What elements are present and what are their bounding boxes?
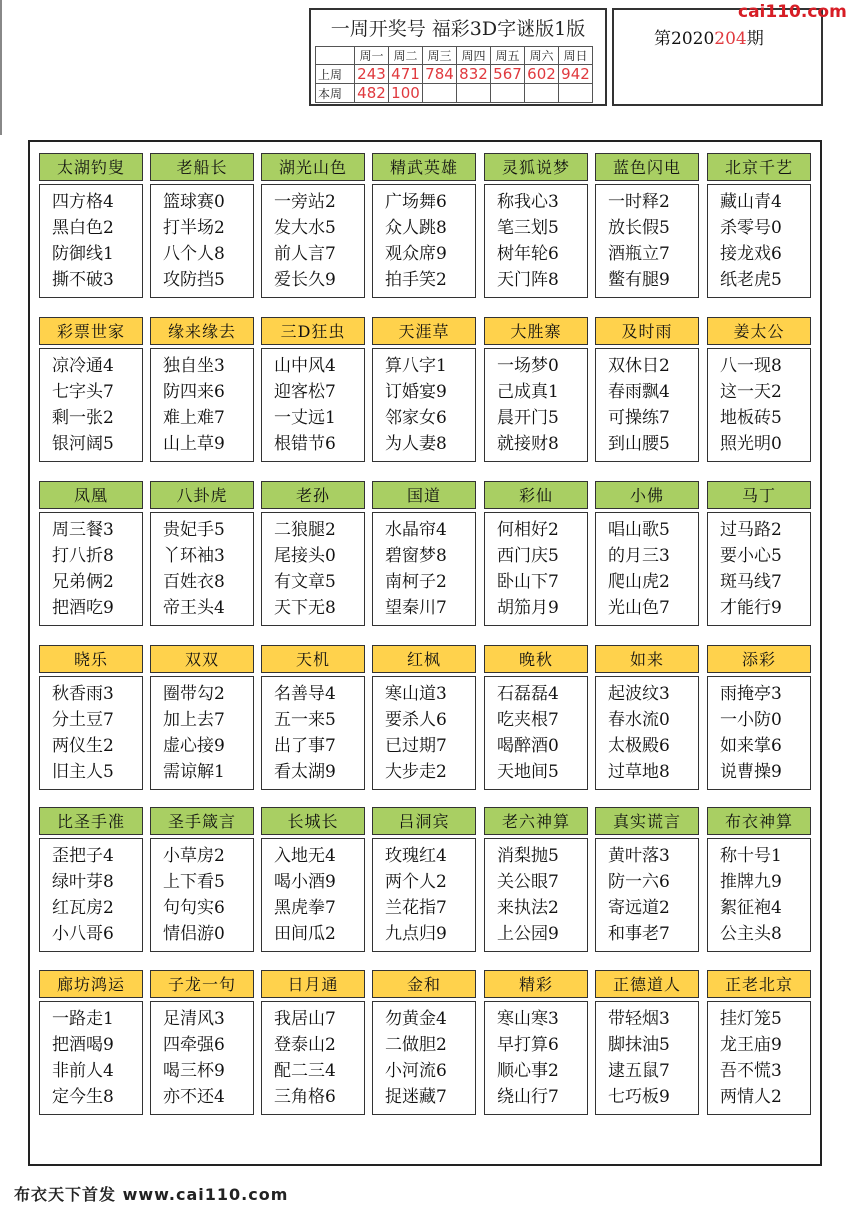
riddle-line: 天门阵8	[497, 270, 559, 290]
riddle-line: 四方格4	[52, 192, 114, 212]
card-author: 晓乐	[39, 645, 143, 673]
riddle-line: 的月三3	[608, 546, 670, 566]
riddle-line: 周三餐3	[52, 520, 114, 540]
card-body	[595, 676, 699, 790]
draw-number: 243	[355, 65, 389, 84]
riddle-line: 独自坐3	[163, 356, 225, 376]
draw-number: 482	[355, 84, 389, 103]
riddle-line: 防四来6	[163, 382, 225, 402]
card-body	[372, 838, 476, 952]
weekday-cell: 周三	[423, 47, 457, 65]
riddle-line: 把酒吃9	[52, 598, 114, 618]
last-week-row	[316, 65, 593, 84]
card-body	[595, 184, 699, 298]
card-body	[707, 348, 811, 462]
card-body	[261, 676, 365, 790]
riddle-line: 过马路2	[720, 520, 782, 540]
riddle-line: 捉迷藏7	[385, 1087, 447, 1107]
riddle-line: 为人妻8	[385, 434, 447, 454]
riddle-line: 帝王头4	[163, 598, 225, 618]
riddle-line: 圈带勾2	[163, 684, 225, 704]
riddle-line: 上下看5	[163, 872, 225, 892]
draw-number	[457, 84, 491, 103]
draw-number	[525, 84, 559, 103]
riddle-line: 玫瑰红4	[385, 846, 447, 866]
card-author: 及时雨	[595, 317, 699, 345]
riddle-line: 地板砖5	[720, 408, 782, 428]
riddle-line: 絮征袍4	[720, 898, 782, 918]
riddle-line: 红瓦房2	[52, 898, 114, 918]
riddle-line: 树年轮6	[497, 244, 559, 264]
row-label: 上周	[316, 65, 355, 84]
riddle-line: 两情人2	[720, 1087, 782, 1107]
riddle-line: 田间瓜2	[274, 924, 336, 944]
riddle-line: 把酒喝9	[52, 1035, 114, 1055]
riddle-line: 喝三杯9	[163, 1061, 225, 1081]
riddle-line: 一小防0	[720, 710, 782, 730]
weekly-draw-panel	[309, 8, 607, 106]
card-author: 国道	[372, 481, 476, 509]
card-author: 廊坊鸿运	[39, 970, 143, 998]
riddle-line: 非前人4	[52, 1061, 114, 1081]
weekly-draw-table	[315, 46, 593, 103]
riddle-line: 推牌九9	[720, 872, 782, 892]
riddle-line: 吾不慌3	[720, 1061, 782, 1081]
card-body	[372, 512, 476, 626]
riddle-line: 打半场2	[163, 218, 225, 238]
riddle-line: 广场舞6	[385, 192, 447, 212]
riddle-line: 消梨抛5	[497, 846, 559, 866]
card-body	[707, 1001, 811, 1115]
riddle-line: 吃夹根7	[497, 710, 559, 730]
footer-credit: 布衣天下首发 www.cai110.com	[14, 1185, 289, 1204]
card-author: 凤凰	[39, 481, 143, 509]
riddle-line: 可操练7	[608, 408, 670, 428]
riddle-line: 勿黄金4	[385, 1009, 447, 1029]
riddle-line: 一旁站2	[274, 192, 336, 212]
card-body	[39, 838, 143, 952]
riddle-line: 绕山行7	[497, 1087, 559, 1107]
weekday-row	[316, 47, 593, 65]
riddle-line: 歪把子4	[52, 846, 114, 866]
riddle-line: 春水流0	[608, 710, 670, 730]
draw-number: 100	[389, 84, 423, 103]
riddle-line: 七字头7	[52, 382, 114, 402]
card-author: 姜太公	[707, 317, 811, 345]
riddle-line: 黄叶落3	[608, 846, 670, 866]
card-author: 天机	[261, 645, 365, 673]
card-author: 北京千艺	[707, 153, 811, 181]
riddle-line: 黑虎拳7	[274, 898, 336, 918]
issue-number: 204	[714, 29, 747, 49]
riddle-line: 打八折8	[52, 546, 114, 566]
card-body	[372, 184, 476, 298]
riddle-line: 唱山歌5	[608, 520, 670, 540]
riddle-line: 小河流6	[385, 1061, 447, 1081]
card-body	[150, 512, 254, 626]
riddle-line: 喝醉酒0	[497, 736, 559, 756]
card-body	[39, 348, 143, 462]
riddle-line: 就接财8	[497, 434, 559, 454]
card-author: 布衣神算	[707, 807, 811, 835]
riddle-line: 亦不还4	[163, 1087, 225, 1107]
card-author: 小佛	[595, 481, 699, 509]
card-author: 双双	[150, 645, 254, 673]
weekday-cell: 周一	[355, 47, 389, 65]
card-body	[372, 1001, 476, 1115]
card-author: 长城长	[261, 807, 365, 835]
riddle-line: 出了事7	[274, 736, 336, 756]
riddle-line: 顺心事2	[497, 1061, 559, 1081]
riddle-line: 七巧板9	[608, 1087, 670, 1107]
riddle-line: 防一六6	[608, 872, 670, 892]
left-edge-bar	[0, 0, 2, 135]
riddle-line: 寒山道3	[385, 684, 447, 704]
riddle-line: 和事老7	[608, 924, 670, 944]
card-body	[484, 676, 588, 790]
riddle-line: 到山腰5	[608, 434, 670, 454]
riddle-line: 笔三划5	[497, 218, 559, 238]
card-author: 子龙一句	[150, 970, 254, 998]
riddle-line: 水晶帘4	[385, 520, 447, 540]
card-body	[39, 512, 143, 626]
card-author: 老六神算	[484, 807, 588, 835]
card-author: 晚秋	[484, 645, 588, 673]
riddle-line: 四牵强6	[163, 1035, 225, 1055]
riddle-line: 石磊磊4	[497, 684, 559, 704]
riddle-line: 撕不破3	[52, 270, 114, 290]
riddle-line: 句句实6	[163, 898, 225, 918]
riddle-line: 放长假5	[608, 218, 670, 238]
card-author: 老船长	[150, 153, 254, 181]
panel-title: 一周开奖号 福彩3D字谜版1版	[330, 18, 586, 40]
issue-prefix: 第2020	[654, 29, 715, 49]
riddle-line: 要小心5	[720, 546, 782, 566]
card-author: 日月通	[261, 970, 365, 998]
card-author: 吕洞宾	[372, 807, 476, 835]
riddle-line: 寄远道2	[608, 898, 670, 918]
riddle-line: 小八哥6	[52, 924, 114, 944]
riddle-line: 逮五鼠7	[608, 1061, 670, 1081]
card-author: 八卦虎	[150, 481, 254, 509]
riddle-line: 两仪生2	[52, 736, 114, 756]
card-body	[595, 512, 699, 626]
card-author: 老孙	[261, 481, 365, 509]
riddle-line: 天下无8	[274, 598, 336, 618]
riddle-line: 照光明0	[720, 434, 782, 454]
card-author: 真实谎言	[595, 807, 699, 835]
riddle-line: 鳖有腿9	[608, 270, 670, 290]
riddle-line: 爱长久9	[274, 270, 336, 290]
riddle-line: 寒山寒3	[497, 1009, 559, 1029]
riddle-line: 名善导4	[274, 684, 336, 704]
riddle-line: 才能行9	[720, 598, 782, 618]
riddle-line: 南柯子2	[385, 572, 447, 592]
weekday-cell: 周六	[525, 47, 559, 65]
card-author: 天涯草	[372, 317, 476, 345]
riddle-line: 小草房2	[163, 846, 225, 866]
riddle-line: 大步走2	[385, 762, 447, 782]
riddle-line: 胡笳月9	[497, 598, 559, 618]
riddle-line: 藏山青4	[720, 192, 782, 212]
riddle-line: 尾接头0	[274, 546, 336, 566]
card-body	[372, 348, 476, 462]
riddle-line: 有文章5	[274, 572, 336, 592]
card-author: 如来	[595, 645, 699, 673]
riddle-line: 酒瓶立7	[608, 244, 670, 264]
riddle-line: 防御线1	[52, 244, 114, 264]
riddle-line: 足清风3	[163, 1009, 225, 1029]
card-body	[150, 838, 254, 952]
card-body	[595, 348, 699, 462]
row-label: 本周	[316, 84, 355, 103]
riddle-line: 公主头8	[720, 924, 782, 944]
riddle-line: 太极殿6	[608, 736, 670, 756]
riddle-line: 说曹操9	[720, 762, 782, 782]
riddle-line: 脚抹油5	[608, 1035, 670, 1055]
card-body	[261, 348, 365, 462]
this-week-row	[316, 84, 593, 103]
riddle-line: 观众席9	[385, 244, 447, 264]
riddle-line: 关公眼7	[497, 872, 559, 892]
riddle-line: 带轻烟3	[608, 1009, 670, 1029]
riddle-line: 春雨飘4	[608, 382, 670, 402]
card-author: 圣手箴言	[150, 807, 254, 835]
weekday-cell: 周五	[491, 47, 525, 65]
riddle-line: 二狼腿2	[274, 520, 336, 540]
riddle-line: 迎客松7	[274, 382, 336, 402]
riddle-line: 两个人2	[385, 872, 447, 892]
riddle-line: 九点归9	[385, 924, 447, 944]
weekday-cell: 周二	[389, 47, 423, 65]
card-author: 正德道人	[595, 970, 699, 998]
card-body	[372, 676, 476, 790]
riddle-line: 丫环袖3	[163, 546, 225, 566]
riddle-line: 龙王庙9	[720, 1035, 782, 1055]
riddle-line: 邻家女6	[385, 408, 447, 428]
riddle-line: 绿叶芽8	[52, 872, 114, 892]
card-body	[595, 838, 699, 952]
riddle-line: 爬山虎2	[608, 572, 670, 592]
card-author: 缘来缘去	[150, 317, 254, 345]
draw-number: 784	[423, 65, 457, 84]
riddle-line: 山中风4	[274, 356, 336, 376]
card-body	[39, 1001, 143, 1115]
riddle-line: 起波纹3	[608, 684, 670, 704]
riddle-line: 碧窗梦8	[385, 546, 447, 566]
riddle-line: 发大水5	[274, 218, 336, 238]
riddle-line: 拍手笑2	[385, 270, 447, 290]
riddle-line: 山上草9	[163, 434, 225, 454]
riddle-line: 卧山下7	[497, 572, 559, 592]
card-author: 三D狂虫	[261, 317, 365, 345]
riddle-line: 杀零号0	[720, 218, 782, 238]
riddle-line: 称我心3	[497, 192, 559, 212]
riddle-line: 一场梦0	[497, 356, 559, 376]
riddle-line: 五一来5	[274, 710, 336, 730]
card-body	[707, 184, 811, 298]
riddle-line: 篮球赛0	[163, 192, 225, 212]
riddle-line: 来执法2	[497, 898, 559, 918]
card-body	[707, 512, 811, 626]
issue-suffix: 期	[746, 29, 764, 49]
draw-number: 471	[389, 65, 423, 84]
riddle-line: 需谅解1	[163, 762, 225, 782]
riddle-line: 加上去7	[163, 710, 225, 730]
riddle-line: 己成真1	[497, 382, 559, 402]
riddle-line: 喝小酒9	[274, 872, 336, 892]
card-author: 彩仙	[484, 481, 588, 509]
card-author: 太湖钓叟	[39, 153, 143, 181]
riddle-line: 虚心接9	[163, 736, 225, 756]
issue-panel	[612, 8, 823, 106]
riddle-line: 雨掩亭3	[720, 684, 782, 704]
draw-number	[423, 84, 457, 103]
draw-number: 832	[457, 65, 491, 84]
card-body	[150, 676, 254, 790]
card-author: 蓝色闪电	[595, 153, 699, 181]
card-body	[707, 838, 811, 952]
riddle-line: 称十号1	[720, 846, 782, 866]
riddle-line: 前人言7	[274, 244, 336, 264]
riddle-line: 黑白色2	[52, 218, 114, 238]
riddle-line: 过草地8	[608, 762, 670, 782]
card-author: 灵狐说梦	[484, 153, 588, 181]
riddle-line: 接龙戏6	[720, 244, 782, 264]
riddle-line: 配二三4	[274, 1061, 336, 1081]
riddle-line: 众人跳8	[385, 218, 447, 238]
card-body	[261, 838, 365, 952]
riddle-line: 百姓衣8	[163, 572, 225, 592]
draw-number	[559, 84, 593, 103]
riddle-line: 望秦川7	[385, 598, 447, 618]
riddle-line: 贵妃手5	[163, 520, 225, 540]
riddle-line: 登泰山2	[274, 1035, 336, 1055]
weekday-cell: 周四	[457, 47, 491, 65]
riddle-line: 旧主人5	[52, 762, 114, 782]
card-author: 红枫	[372, 645, 476, 673]
riddle-line: 情侣游0	[163, 924, 225, 944]
riddle-line: 八一现8	[720, 356, 782, 376]
riddle-line: 一丈远1	[274, 408, 336, 428]
riddle-line: 银河阔5	[52, 434, 114, 454]
riddle-line: 一路走1	[52, 1009, 114, 1029]
riddle-line: 凉冷通4	[52, 356, 114, 376]
riddle-line: 兄弟俩2	[52, 572, 114, 592]
riddle-line: 这一天2	[720, 382, 782, 402]
riddle-line: 纸老虎5	[720, 270, 782, 290]
riddle-line: 斑马线7	[720, 572, 782, 592]
card-author: 金和	[372, 970, 476, 998]
card-body	[595, 1001, 699, 1115]
card-author: 彩票世家	[39, 317, 143, 345]
riddle-line: 上公园9	[497, 924, 559, 944]
card-body	[39, 184, 143, 298]
issue-label	[654, 24, 764, 49]
card-author: 精彩	[484, 970, 588, 998]
riddle-line: 已过期7	[385, 736, 447, 756]
riddle-line: 二做胆2	[385, 1035, 447, 1055]
riddle-line: 攻防挡5	[163, 270, 225, 290]
riddle-line: 何相好2	[497, 520, 559, 540]
card-body	[261, 512, 365, 626]
card-body	[261, 1001, 365, 1115]
card-body	[484, 512, 588, 626]
riddle-line: 一时释2	[608, 192, 670, 212]
riddle-line: 三角格6	[274, 1087, 336, 1107]
card-author: 湖光山色	[261, 153, 365, 181]
riddle-line: 光山色7	[608, 598, 670, 618]
card-body	[707, 676, 811, 790]
card-body	[261, 184, 365, 298]
draw-number: 602	[525, 65, 559, 84]
riddle-line: 如来掌6	[720, 736, 782, 756]
riddle-line: 剩一张2	[52, 408, 114, 428]
riddle-line: 难上难7	[163, 408, 225, 428]
riddle-line: 算八字1	[385, 356, 447, 376]
card-author: 添彩	[707, 645, 811, 673]
riddle-line: 入地无4	[274, 846, 336, 866]
card-body	[39, 676, 143, 790]
riddle-line: 八个人8	[163, 244, 225, 264]
riddle-line: 我居山7	[274, 1009, 336, 1029]
card-author: 精武英雄	[372, 153, 476, 181]
card-author: 比圣手准	[39, 807, 143, 835]
weekday-cell: 周日	[559, 47, 593, 65]
riddle-line: 秋香雨3	[52, 684, 114, 704]
card-body	[484, 348, 588, 462]
corner-cell	[316, 47, 355, 65]
card-body	[484, 1001, 588, 1115]
riddle-line: 挂灯笼5	[720, 1009, 782, 1029]
riddle-line: 兰花指7	[385, 898, 447, 918]
card-body	[150, 1001, 254, 1115]
card-body	[484, 184, 588, 298]
card-body	[150, 184, 254, 298]
riddle-line: 定今生8	[52, 1087, 114, 1107]
riddle-line: 天地间5	[497, 762, 559, 782]
riddle-line: 要杀人6	[385, 710, 447, 730]
riddle-line: 看太湖9	[274, 762, 336, 782]
riddle-line: 根错节6	[274, 434, 336, 454]
card-author: 马丁	[707, 481, 811, 509]
riddle-line: 西门庆5	[497, 546, 559, 566]
riddle-line: 订婚宴9	[385, 382, 447, 402]
draw-number	[491, 84, 525, 103]
riddle-line: 双休日2	[608, 356, 670, 376]
riddle-line: 晨开门5	[497, 408, 559, 428]
card-author: 大胜寨	[484, 317, 588, 345]
draw-number: 567	[491, 65, 525, 84]
card-body	[150, 348, 254, 462]
riddle-line: 早打算6	[497, 1035, 559, 1055]
site-logo: cai110.com	[738, 2, 847, 22]
card-body	[484, 838, 588, 952]
card-author: 正老北京	[707, 970, 811, 998]
riddle-line: 分土豆7	[52, 710, 114, 730]
draw-number: 942	[559, 65, 593, 84]
